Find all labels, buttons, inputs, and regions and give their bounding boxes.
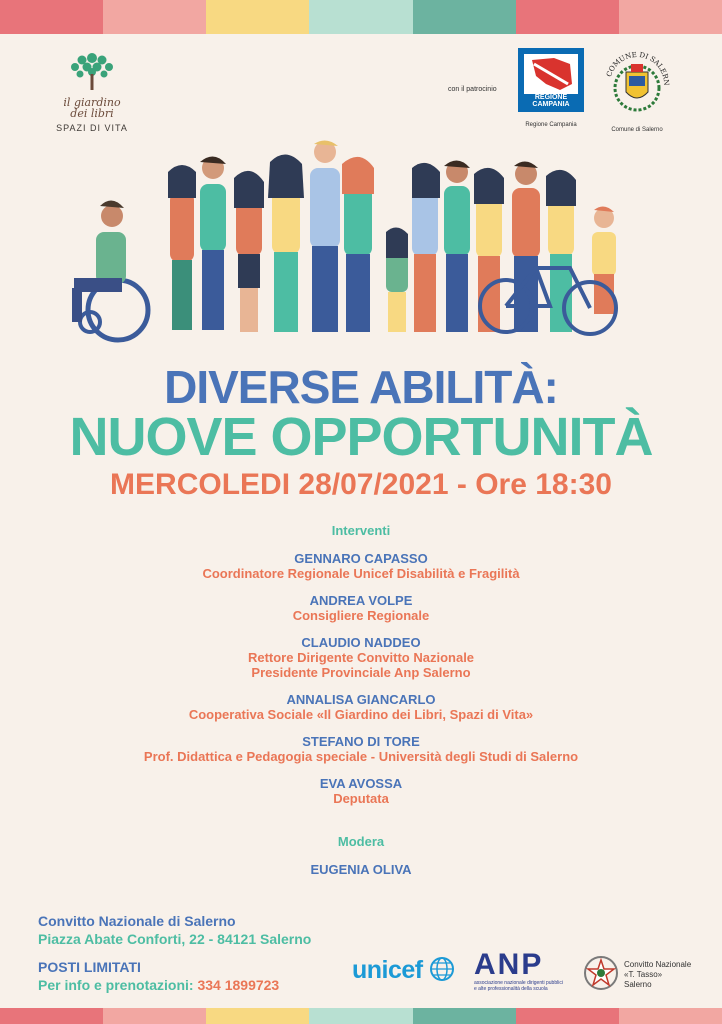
- campania-map-icon: [524, 54, 578, 94]
- speaker-block: [0, 635, 722, 680]
- convitto-line2: «T. Tasso»: [624, 970, 663, 979]
- posti-limitati: POSTI LIMITATI: [38, 959, 141, 975]
- logo-line1: il giardino: [63, 96, 121, 109]
- anp-subtitle-1: associazione nazionale dirigenti pubblici: [474, 980, 563, 986]
- speaker-name: STEFANO DI TORE: [302, 734, 420, 749]
- moderator-name: EUGENIA OLIVA: [310, 862, 412, 877]
- bottom-color-stripe: [0, 1008, 722, 1024]
- venue-block: [38, 912, 311, 948]
- headline-line2: NUOVE OPPORTUNITÀ: [69, 407, 653, 467]
- convitto-line1: Convitto Nazionale: [624, 960, 692, 969]
- speaker-block: [0, 776, 722, 806]
- globe-icon: [429, 956, 455, 982]
- booking-info: [38, 976, 279, 994]
- speaker-name: ANNALISA GIANCARLO: [286, 692, 436, 707]
- modera-label: Modera: [337, 834, 385, 849]
- interventi-section-label: [0, 522, 722, 540]
- italian-emblem-icon: [582, 954, 620, 992]
- speaker-role: Coordinatore Regionale Unicef Disabilità e Fragilità: [202, 566, 520, 581]
- salerno-crest-icon: [600, 50, 674, 116]
- speaker-role: Deputata: [333, 791, 389, 806]
- speaker-name: ANDREA VOLPE: [309, 593, 413, 608]
- interventi-label: Interventi: [331, 523, 391, 538]
- speaker-role: Consigliere Regionale: [292, 608, 430, 623]
- speaker-block: [0, 734, 722, 764]
- unicef-logo: [352, 956, 455, 985]
- people-illustration: [60, 128, 660, 348]
- speaker-block: [0, 593, 722, 623]
- comune-label: COMUNE DI SALERN: [605, 50, 671, 86]
- headline-line1: DIVERSE ABILITÀ:: [164, 361, 558, 413]
- speaker-role: Presidente Provinciale Anp Salerno: [251, 665, 471, 680]
- logo-tagline: SPAZI DI VITA: [56, 123, 128, 133]
- venue-name: Convitto Nazionale di Salerno: [38, 913, 236, 929]
- regione-campania-logo: [510, 48, 592, 128]
- anp-logo: [474, 950, 570, 992]
- regione-caption: Regione Campania: [525, 122, 577, 128]
- comune-caption: Comune di Salerno: [611, 127, 663, 133]
- venue-address: Piazza Abate Conforti, 22 - 84121 Salerno: [38, 931, 312, 947]
- unicef-word: unicef: [352, 956, 423, 984]
- speaker-role: Rettore Dirigente Convitto Nazionale: [247, 650, 475, 665]
- speaker-name: EVA AVOSSA: [319, 776, 403, 791]
- speaker-role: Cooperativa Sociale «Il Giardino dei Libri, Spazi di Vita»: [188, 707, 534, 722]
- moderator-block: [0, 862, 722, 877]
- booking-block: [38, 958, 279, 994]
- info-prefix: Per info e prenotazioni:: [38, 977, 194, 993]
- phone-number: 334 1899723: [197, 977, 280, 993]
- anp-subtitle-2: e alte professionalità della scuola: [474, 986, 548, 992]
- speaker-role: Prof. Didattica e Pedagogia speciale - Università degli Studi di Salerno: [143, 749, 579, 764]
- top-color-stripe: [0, 0, 722, 34]
- logo-line2: dei libri: [70, 107, 114, 120]
- speaker-block: [0, 692, 722, 722]
- event-date: MERCOLEDI 28/07/2021 - Ore 18:30: [110, 468, 612, 501]
- regione-label: REGIONE CAMPANIA: [532, 94, 570, 108]
- convitto-line3: Salerno: [624, 980, 652, 989]
- modera-section-label: [0, 833, 722, 851]
- wheelchair-person-figure: [72, 200, 148, 340]
- tree-icon: [62, 48, 122, 92]
- speaker-block: [0, 551, 722, 581]
- giardino-dei-libri-logo: [52, 48, 132, 133]
- comune-salerno-logo: [598, 50, 676, 133]
- speaker-name: CLAUDIO NADDEO: [301, 635, 421, 650]
- anp-word: ANP: [474, 948, 544, 981]
- speaker-name: GENNARO CAPASSO: [294, 551, 428, 566]
- patrocinio-label: con il patrocinio: [448, 86, 497, 93]
- convitto-logo: [582, 954, 692, 997]
